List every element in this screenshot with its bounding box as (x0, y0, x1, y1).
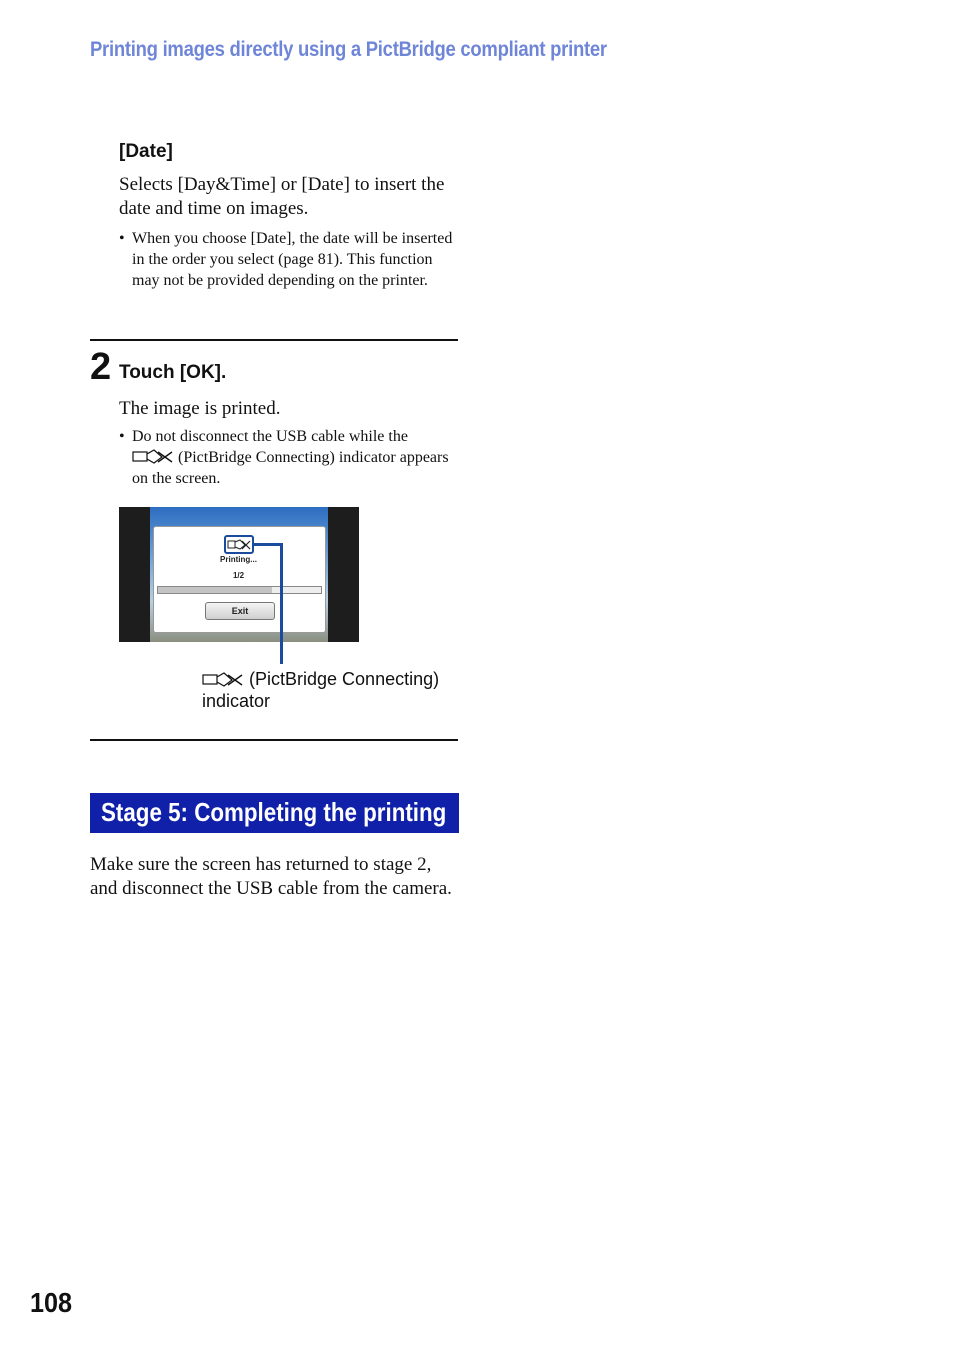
step-title: Touch [OK]. (119, 362, 227, 383)
date-bullet (119, 228, 454, 291)
indicator-caption (202, 668, 462, 712)
step-bullet-text-b: (PictBridge Connecting) indicator appears on the screen. (132, 449, 449, 487)
bullet-dot: • (119, 428, 125, 445)
stage5-text: Make sure the screen has returned to stage 2, and disconnect the USB cable from the camera. (90, 854, 452, 899)
caption-label: (PictBridge Connecting) (249, 669, 440, 689)
page-header: Printing images directly using a PictBridge compliant printer (90, 38, 607, 61)
callout-line (280, 544, 283, 664)
date-heading: [Date] (119, 141, 173, 162)
pictbridge-connecting-icon (202, 671, 244, 688)
step-number: 2 (90, 346, 112, 388)
page-number: 108 (30, 1287, 73, 1318)
camera-screen (119, 507, 359, 642)
print-count: 1/2 (232, 571, 245, 580)
step-description: The image is printed. (119, 398, 281, 419)
step-bullet (119, 426, 454, 489)
callout-line-top (252, 543, 283, 546)
pictbridge-connecting-icon (132, 448, 174, 465)
divider (90, 739, 458, 741)
exit-button[interactable]: Exit (205, 602, 275, 620)
pictbridge-indicator-icon (224, 535, 254, 554)
caption-label-2: indicator (202, 691, 271, 711)
printing-status: Printing... (220, 555, 257, 564)
bullet-dot: • (119, 230, 125, 247)
divider (90, 339, 458, 341)
step-bullet-text-a: Do not disconnect the USB cable while the (132, 428, 408, 445)
stage5-title: Stage 5: Completing the printing (101, 797, 447, 827)
date-description: Selects [Day&Time] or [Date] to insert the date and time on images. (119, 174, 445, 219)
step-bullet-text (132, 426, 454, 489)
date-bullet-text: When you choose [Date], the date will be inserted in the order you select (page 81). This function may not be provided depending on the printer. (132, 230, 453, 289)
progress-fill (158, 587, 272, 593)
print-progress-bar (157, 586, 322, 594)
stage5-banner (90, 793, 459, 833)
